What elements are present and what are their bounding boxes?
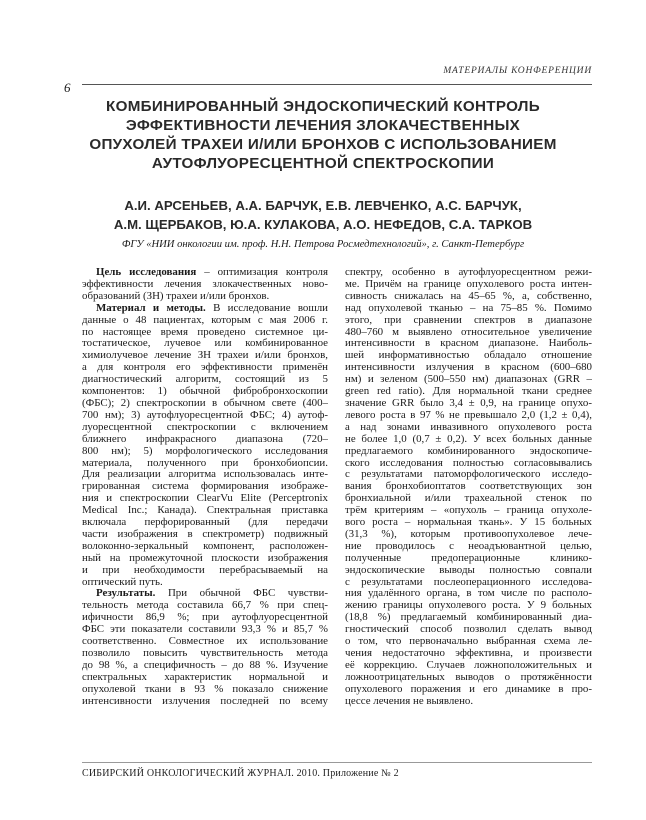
author-list [60, 196, 586, 234]
title-line: ЭФФЕКТИВНОСТИ ЛЕЧЕНИЯ ЗЛОКАЧЕСТВЕННЫХ [125, 117, 521, 134]
text-line: по настоящее время проведено системное ци- [82, 326, 328, 338]
affiliation: ФГУ «НИИ онкологии им. проф. Н.Н. Петрова Росмедтехнологий», г. Санкт-Петербург [121, 239, 525, 250]
text-line: до 98 %, а специфичность – до 88 %. Изучение [82, 659, 328, 671]
results-label: Результаты. [96, 588, 156, 600]
methods-label: Материал и методы. [96, 302, 206, 314]
text-line: green red ratio). Для нормальной ткани среднее [345, 386, 592, 398]
author-line: А.М. ЩЕРБАКОВ, Ю.А. КУЛАКОВА, А.О. НЕФЕДОВ, С.А. ТАРКОВ [113, 217, 533, 232]
text-line: цессе лечения не выявлено. [345, 695, 474, 707]
right-column [345, 267, 592, 708]
text-line: а для контроля его эффективности применён [82, 362, 328, 374]
text-line: предлагаемого комбинированного эндоскопиче- [345, 445, 592, 457]
text-line: 800 нм); 5) морфологического исследования [82, 445, 328, 457]
text-line: ложноотрицательных выводов о протяжённости [345, 671, 592, 683]
text-line: ФБС эти показатели составили 93,3 % и 85,7 % [82, 624, 328, 636]
text-line: вого роста – нормальная ткань». У 15 больных [345, 517, 592, 529]
author-line: А.И. АРСЕНЬЕВ, А.А. БАРЧУК, Е.В. ЛЕВЧЕНКО, А.С. БАРЧУК, [124, 198, 522, 213]
text-line: этого, при сравнении спектров в диапазоне [345, 314, 592, 326]
methods-first-line: Материал и методы. В исследование вошли [96, 302, 328, 314]
text-line: 480–760 м выявлено относительное увеличение [345, 326, 592, 338]
text-line: над опухолевой тканью – на 75–85 %. Помимо [345, 302, 592, 314]
text-line: с результатами послеоперационного исследова- [345, 576, 592, 588]
text-line: с результатами патоморфологического исследо- [345, 469, 592, 481]
text-line: интенсивности излучения последней по всему [82, 695, 328, 707]
text-line: луоресцентной спектроскопии с включением [82, 421, 328, 433]
text-line: (18,8 %) предлагаемый комбинированный диа- [345, 612, 592, 624]
text-line: левого роста в 97 % не превышало 2,0 (1,2 ± 0,4), [345, 409, 592, 421]
text-line: 700 нм); 3) аутофлуоресцентной ФБС; 4) аутоф- [82, 409, 328, 421]
text-line: позволило повысить чувствительность метода [82, 648, 328, 659]
text-line: сивность снижалась на 45–65 %, а, собственно, [345, 290, 592, 302]
text-line: вания бронхобиоптатов соответствующих зон [345, 481, 592, 493]
text-line: материала, полученного при бронхобиопсии. [82, 457, 328, 469]
text-line: полученные предоперационные клинико- [345, 552, 592, 564]
text-line: спектральных характеристик нормальной и [82, 671, 328, 683]
text-line: данные о 48 пациентах, которым с мая 2006 г. [82, 314, 328, 326]
text-line: не более 1,0 (0,7 ± 0,2). У всех больных данные [345, 433, 592, 445]
text-line: а над зонами инвазивного опухолевого роста [345, 421, 592, 433]
text-line: тостатическое, лучевое или комбинированное [82, 338, 328, 350]
text-line: интенсивности в красном диапазоне. Наиболь- [345, 338, 592, 350]
text-line: ния удалённого органа, в том числе по располо- [345, 588, 592, 600]
text-line: части изображения в спектрометр) подвижный [82, 528, 328, 540]
text-line: ния и спектроскопии ClearVu Elite (Perceptronix [82, 493, 328, 505]
text-line: значение GRR было 3,4 ± 0,9, на границе опухо- [345, 397, 592, 409]
text-line: ние проводилось с неоадъювантной целью, [345, 540, 592, 552]
title-line: КОМБИНИРОВАННЫЙ ЭНДОСКОПИЧЕСКИЙ КОНТРОЛЬ [106, 98, 540, 115]
text-line: нм) и зеленом (500–550 нм) диапазонах (GRR – [345, 374, 592, 386]
aim-label: Цель исследования [96, 267, 197, 278]
text-line: Для реализации алгоритма использовалась инте- [82, 469, 328, 481]
text-line: опухолевого поражения и его динамике в про- [345, 683, 592, 695]
text-line: её коррекцию. Случаев ложноположительных и [345, 659, 592, 671]
text-line: опухолевой ткани в 93 % показало снижение [82, 683, 328, 695]
text-line: образований (ЗН) трахеи и/или бронхов. [82, 290, 270, 302]
running-header [82, 66, 592, 85]
text-line: ме. Причём на границе опухолевого роста интен- [345, 278, 592, 290]
text-line: компонентов: 1) обычной фибробронхоскопии [82, 386, 328, 398]
running-title: МАТЕРИАЛЫ КОНФЕРЕНЦИИ [443, 66, 592, 76]
results-first-line: Результаты. При обычной ФБС чувстви- [96, 588, 328, 600]
text-line: интенсивности излучения в красном (600–680 [345, 362, 592, 374]
text-line: спектру, особенно в аутофлуоресцентном режи- [345, 267, 592, 278]
text-line: грированная система формирования изображе- [82, 481, 328, 493]
title-line: ОПУХОЛЕЙ ТРАХЕИ И/ИЛИ БРОНХОВ С ИСПОЛЬЗОВАНИЕМ [89, 136, 557, 153]
text-line: трём критериям – «опухоль – граница опухоле- [345, 505, 592, 517]
text-line: бронхиальной и/или трахеальной стенок по [345, 493, 592, 505]
text-line: ный на промежуточной плоскости изображения [82, 552, 328, 564]
text-line: оптический путь. [82, 576, 163, 588]
text-line: Medical Inc.; Канада). Спектральная приставка [82, 505, 328, 517]
article-title [60, 97, 586, 173]
text-line: шей информативностью обладало отношение [345, 350, 592, 362]
text-line: и при необходимости перебрасываемый на [82, 564, 328, 576]
aim-first-line: Цель исследования – оптимизация контроля [96, 267, 328, 278]
text-line: ближнего инфракрасного диапазона (720– [82, 433, 328, 445]
text-line: о том, что первоначально выбранная схема ле- [345, 636, 592, 648]
footer-divider [82, 762, 592, 763]
text-line: ифичности 86,9 %; при аутофлуоресцентной [82, 612, 328, 624]
text-line: (ФБС); 2) спектроскопии в обычном свете (400– [82, 397, 328, 409]
text-line: жению границы опухолевого роста. У 9 больных [345, 600, 592, 612]
text-line: (31,3 %), которым противоопухолевое лече- [345, 528, 592, 540]
journal-footer: СИБИРСКИЙ ОНКОЛОГИЧЕСКИЙ ЖУРНАЛ. 2010. Приложение № 2 [82, 768, 399, 779]
text-line: тельность метода составила 66,7 % при спец- [82, 600, 328, 612]
left-column [82, 267, 328, 708]
text-line: включала перфорированный (для передачи [82, 517, 328, 529]
title-line: АУТОФЛУОРЕСЦЕНТНОЙ СПЕКТРОСКОПИИ [151, 155, 495, 172]
text-line: диагностический алгоритм, состоящий из 5 [82, 374, 328, 386]
text-line: эндоскопические выводы полностью совпали [345, 564, 592, 576]
text-line: химиолучевое лечение ЗН трахеи и/или бронхов, [82, 350, 328, 362]
text-line: соответственно. Совместное их использование [82, 636, 328, 648]
text-line: волоконно-зеркальный компонент, расположен- [82, 540, 328, 552]
text-line: ского исследования полностью согласовывались [345, 457, 592, 469]
page-number: 6 [64, 80, 71, 95]
text-line: чения недостаточно эффективна, и произвести [345, 648, 592, 659]
text-line: гностический способ позволил сделать вывод [345, 624, 592, 636]
text-line: эффективности лечения злокачественных ново- [82, 278, 328, 290]
